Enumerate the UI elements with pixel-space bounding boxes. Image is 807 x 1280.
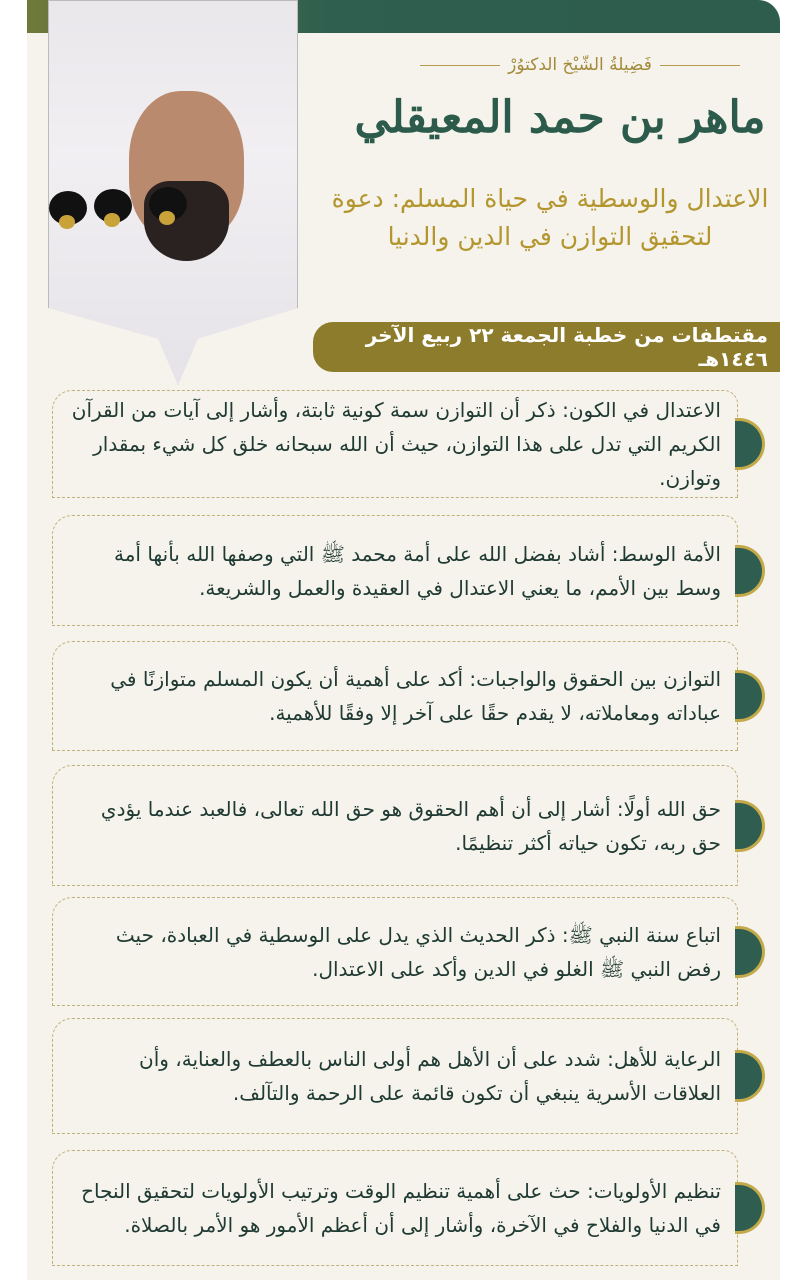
microphone-icon [149,187,187,221]
point-card [52,1018,738,1134]
point-text: تنظيم الأولويات: حث على أهمية تنظيم الوقت وترتيب الأولويات لتحقيق النجاح في الدنيا والفلاح في الآخرة، وأشار إلى أن أعظم الأمور هو الأمر بالصلاة. [81,1179,721,1237]
point-card [52,515,738,626]
point-card [52,1150,738,1266]
microphone-icon [94,189,132,223]
speaker-name: ماهر بن حمد المعيقلي [354,92,766,143]
point-card [52,390,738,498]
point-text: الاعتدال في الكون: ذكر أن التوازن سمة كونية ثابتة، وأشار إلى آيات من القرآن الكريم التي تدل على هذا التوازن، حيث أن الله سبحانه خلق كل شيء بمقدار وتوازن. [71,398,721,490]
sermon-title: الاعتدال والوسطية في حياة المسلم: دعوة لتحقيق التوازن في الدين والدنيا [331,184,769,251]
point-text: التوازن بين الحقوق والواجبات: أكد على أهمية أن يكون المسلم متوازنًا في عباداته ومعاملاته، لا يقدم حقًا على آخر إلا وفقًا للأهمية. [110,667,721,725]
point-text: اتباع سنة النبي ﷺ: ذكر الحديث الذي يدل على الوسطية في العبادة، حيث رفض النبي ﷺ الغلو في الدين وأكد على الاعتدال. [115,922,721,981]
point-text: الأمة الوسط: أشاد بفضل الله على أمة محمد ﷺ التي وصفها الله بأنها أمة وسط بين الأمم، ما يعني الاعتدال في العقيدة والعمل والشريعة. [113,541,721,600]
microphone-icon [49,191,87,225]
point-card [52,641,738,751]
honorific: فَضِيلةُ الشّيْخ الدكتوُرْ [395,55,765,75]
point-text: حق الله أولًا: أشار إلى أن أهم الحقوق هو حق الله تعالى، فالعبد عندما يؤدي حق ربه، تكون حياته أكثر تنظيمًا. [100,796,721,855]
date-band: مقتطفات من خطبة الجمعة ٢٢ ربيع الآخر ١٤٤٦هـ [313,322,780,372]
point-card [52,897,738,1006]
point-card [52,765,738,886]
point-text: الرعاية للأهل: شدد على أن الأهل هم أولى الناس بالعطف والعناية، وأن العلاقات الأسرية ينبغي أن تكون قائمة على الرحمة والتآلف. [139,1047,721,1105]
